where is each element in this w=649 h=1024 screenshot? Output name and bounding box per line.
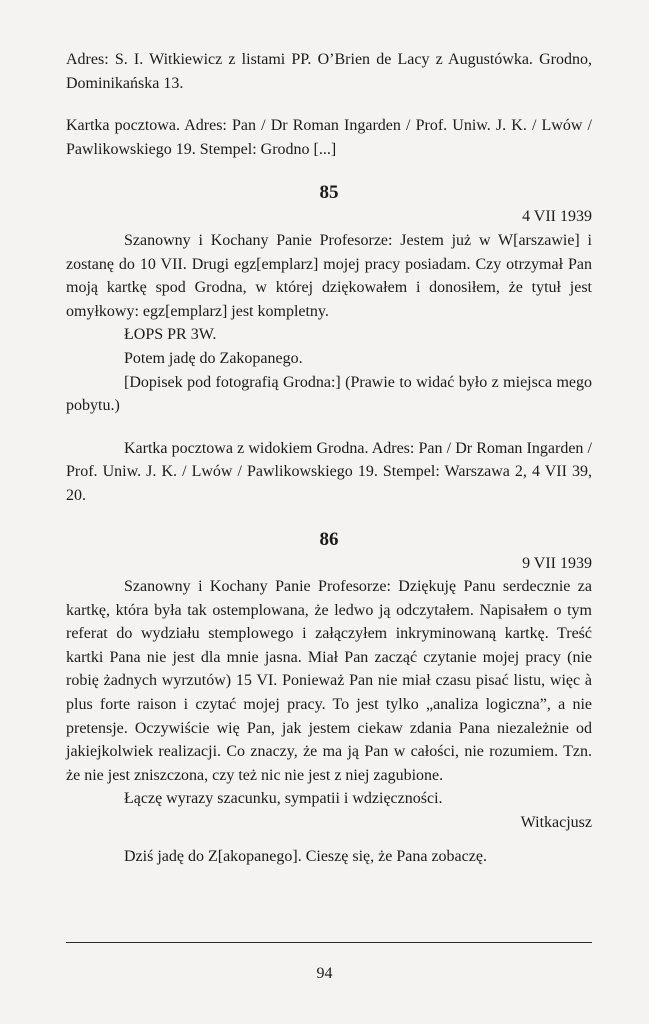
postcard-note-paragraph: Kartka pocztowa. Adres: Pan / Dr Roman Ingarden / Prof. Uniw. J. K. / Lwów / Pawlikowskiego 19. Stempel: Grodno [...] [66, 117, 592, 158]
page-number: 94 [316, 965, 333, 982]
letter-date-85: 4 VII 1939 [522, 208, 592, 226]
letter-85-paragraph-2: ŁOPS PR 3W. [124, 326, 217, 344]
letter-number-85: 85 [319, 182, 339, 204]
page-text [66, 48, 592, 868]
letter-number-86: 86 [319, 528, 339, 550]
letter-85-paragraph-1: Szanowny i Kochany Panie Profesorze: Jestem już w W[arszawie] i zostanę do 10 VII. Drugi egz[emplarz] mojej pracy posiadam. Czy otrzymał Pan moją kartkę spod Grodna, w której dziękowałem i donosiłem, że tytuł jest omyłkowy: egz[emplarz] jest kompletny. [66, 231, 592, 320]
letter-date-86: 9 VII 1939 [522, 554, 592, 572]
letter-85-paragraph-3: Potem jadę do Zakopanego. [124, 349, 303, 367]
letter-85-paragraph-4: [Dopisek pod fotografią Grodna:] (Prawie to widać było z miejsca mego pobytu.) [66, 373, 592, 415]
letter-86-paragraph-1: Szanowny i Kochany Panie Profesorze: Dziękuję Panu serdecznie za kartkę, która była tak ostemplowana, że ledwo ją odczytałem. Napisałem o tym referat do wydziału stemplowego i załączyłem inkryminowaną kartkę. Treść kartki Pana nie jest dla mnie jasna. Miał Pan zacząć czytanie mojej pracy (nie robię żadnych wyrzutów) 15 VI. Ponieważ Pan nie miał czasu pisać listu, więc à plus forte raison i czytać mojej pracy. To jest tylko „analiza logiczna”, a nie pretensje. Oczywiście wię Pan, jak jestem ciekaw zdania Pana niezależnie od jakiejkolwiek realizacji. Co znaczy, że ma ją Pan w całości, nie rozumiem. Tzn. że nie jest zniszczona, czy też nic nie jest z niej zagubione. [66, 578, 592, 784]
address-paragraph: Adres: S. I. Witkiewicz z listami PP. O’Brien de Lacy z Augustówka. Grodno, Dominikańska 13. [66, 51, 592, 92]
letter-86-paragraph-2: Łączę wyrazy szacunku, sympatii i wdzięczności. [124, 790, 443, 808]
letter-85-postcard-note: Kartka pocztowa z widokiem Grodna. Adres: Pan / Dr Roman Ingarden / Prof. Uniw. J. K. / Lwów / Pawlikowskiego 19. Stempel: Warszawa 2, 4 VII 39, 20. [66, 439, 592, 504]
letter-86-postscript: Dziś jadę do Z[akopanego]. Cieszę się, że Pana zobaczę. [124, 847, 487, 865]
letter-86-signature: Witkacjusz [520, 814, 592, 832]
footer-divider [66, 942, 592, 943]
